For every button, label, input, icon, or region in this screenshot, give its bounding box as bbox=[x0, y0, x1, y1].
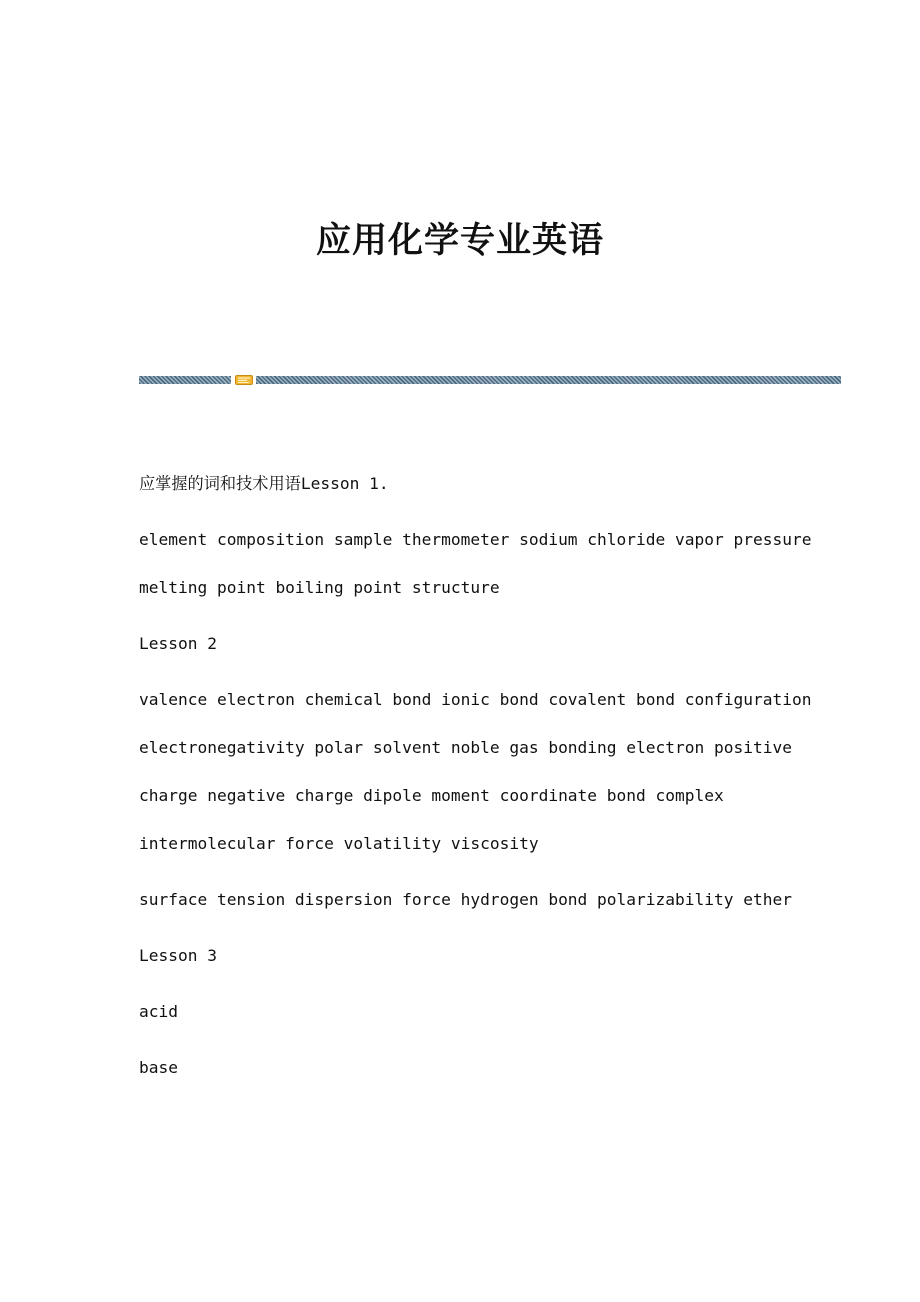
divider-bar-right bbox=[256, 376, 841, 384]
document-badge-icon bbox=[235, 375, 253, 385]
vocabulary-line: surface tension dispersion force hydrogen bond polarizability ether bbox=[139, 890, 792, 909]
vocabulary-line: intermolecular force volatility viscosity bbox=[139, 834, 539, 853]
heading-lesson-1: 应掌握的词和技术用语Lesson 1. bbox=[139, 474, 389, 493]
divider-bar-left bbox=[139, 376, 231, 384]
vocabulary-line: charge negative charge dipole moment coordinate bond complex bbox=[139, 786, 724, 805]
vocabulary-line: base bbox=[139, 1058, 178, 1077]
vocabulary-line: valence electron chemical bond ionic bond covalent bond configuration bbox=[139, 690, 812, 709]
document-title: 应用化学专业英语 bbox=[315, 220, 604, 261]
heading-lesson-3: Lesson 3 bbox=[139, 946, 217, 965]
vocabulary-line: element composition sample thermometer sodium chloride vapor pressure bbox=[139, 530, 812, 549]
vocabulary-line: electronegativity polar solvent noble gas bonding electron positive bbox=[139, 738, 792, 757]
vocabulary-line: acid bbox=[139, 1002, 178, 1021]
section-divider bbox=[139, 375, 841, 385]
vocabulary-line: melting point boiling point structure bbox=[139, 578, 500, 597]
heading-lesson-2: Lesson 2 bbox=[139, 634, 217, 653]
